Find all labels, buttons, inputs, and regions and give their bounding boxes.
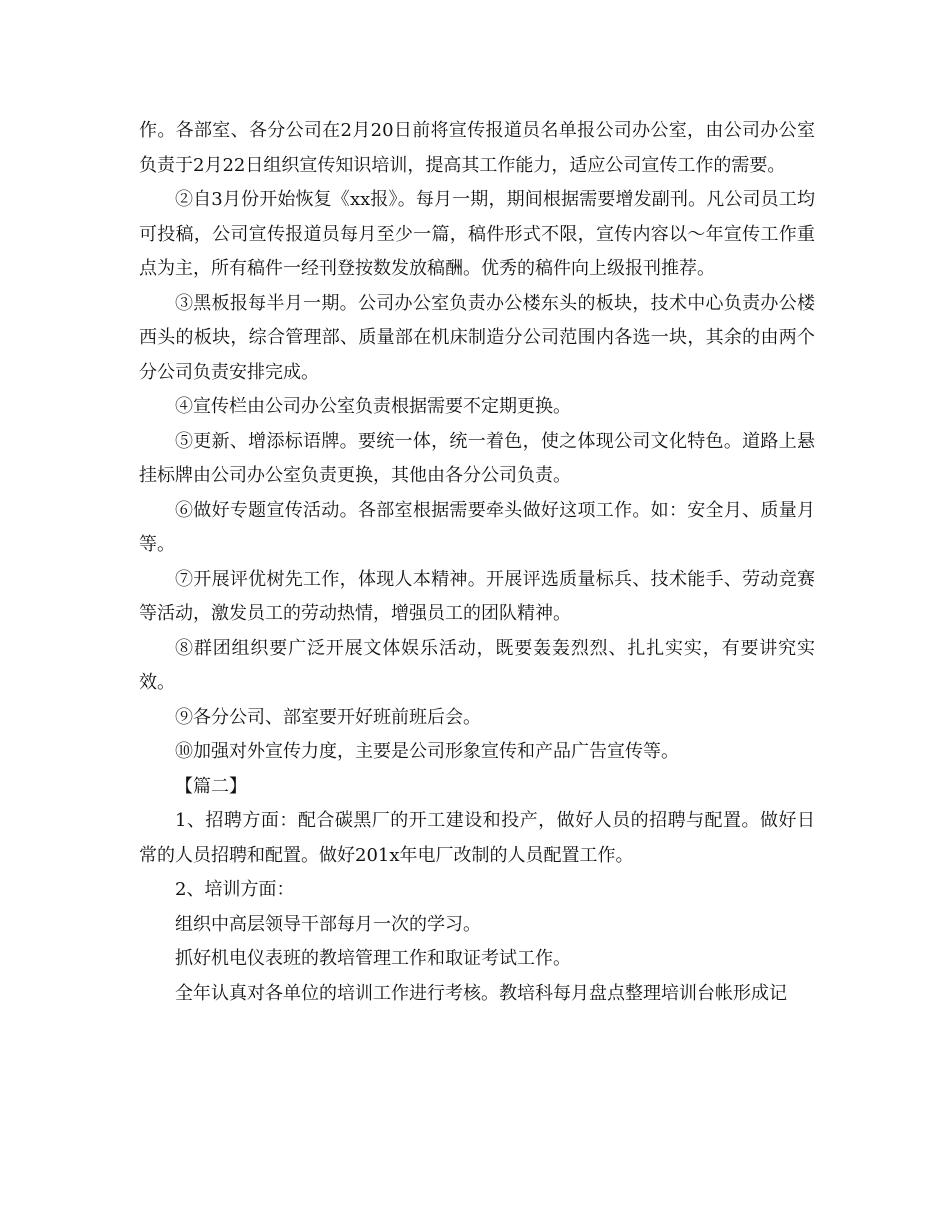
- document-body: [139, 114, 815, 1011]
- paragraph-10: ⑩加强对外宣传力度，主要是公司形象宣传和产品广告宣传等。: [175, 741, 679, 762]
- section-heading: 【篇二】: [175, 775, 247, 797]
- paragraph-5: ⑤更新、增添标语牌。要统一体，统一着色，使之体现公司文化特色。道路上悬挂标牌由公司办公室负责更换，其他由各分公司负责。: [139, 430, 815, 486]
- paragraph-4: ④宣传栏由公司办公室负责根据需要不定期更换。: [175, 396, 571, 417]
- paragraph-2: ②自3月份开始恢复《xx报》。每月一期，期间根据需要增发副刊。凡公司员工均可投稿，公司宣传报道员每月至少一篇，稿件形式不限，宣传内容以～年宣传工作重点为主，所有稿件一经刊登按数发放稿酬。优秀的稿件向上级报刊推荐。: [139, 189, 815, 279]
- paragraph-13: 2、培训方面：: [175, 879, 295, 900]
- paragraph-3: ③黑板报每半月一期。公司办公室负责办公楼东头的板块，技术中心负责办公楼西头的板块，综合管理部、质量部在机床制造分公司范围内各选一块，其余的由两个分公司负责安排完成。: [139, 292, 815, 383]
- paragraph-15: 抓好机电仪表班的教培管理工作和取证考试工作。: [175, 948, 571, 969]
- paragraph-8: ⑧群团组织要广泛开展文体娱乐活动，既要轰轰烈烈、扎扎实实，有要讲究实效。: [139, 637, 815, 693]
- paragraph-6: ⑥做好专题宣传活动。各部室根据需要牵头做好这项工作。如：安全月、质量月等。: [139, 499, 815, 555]
- paragraph-14: 组织中高层领导干部每月一次的学习。: [175, 913, 481, 935]
- paragraph-7: ⑦开展评优树先工作，体现人本精神。开展评选质量标兵、技术能手、劳动竞赛等活动，激发员工的劳动热情，增强员工的团队精神。: [139, 568, 815, 624]
- paragraph-9: ⑨各分公司、部室要开好班前班后会。: [175, 706, 481, 728]
- paragraph-12: 1、招聘方面：配合碳黑厂的开工建设和投产，做好人员的招聘与配置。做好日常的人员招聘和配置。做好201x年电厂改制的人员配置工作。: [139, 810, 815, 866]
- paragraph-1: 作。各部室、各分公司在2月20日前将宣传报道员名单报公司办公室，由公司办公室负责于2月22日组织宣传知识培训，提高其工作能力，适应公司宣传工作的需要。: [139, 120, 815, 176]
- paragraph-16: 全年认真对各单位的培训工作进行考核。教培科每月盘点整理培训台帐形成记: [175, 982, 787, 1004]
